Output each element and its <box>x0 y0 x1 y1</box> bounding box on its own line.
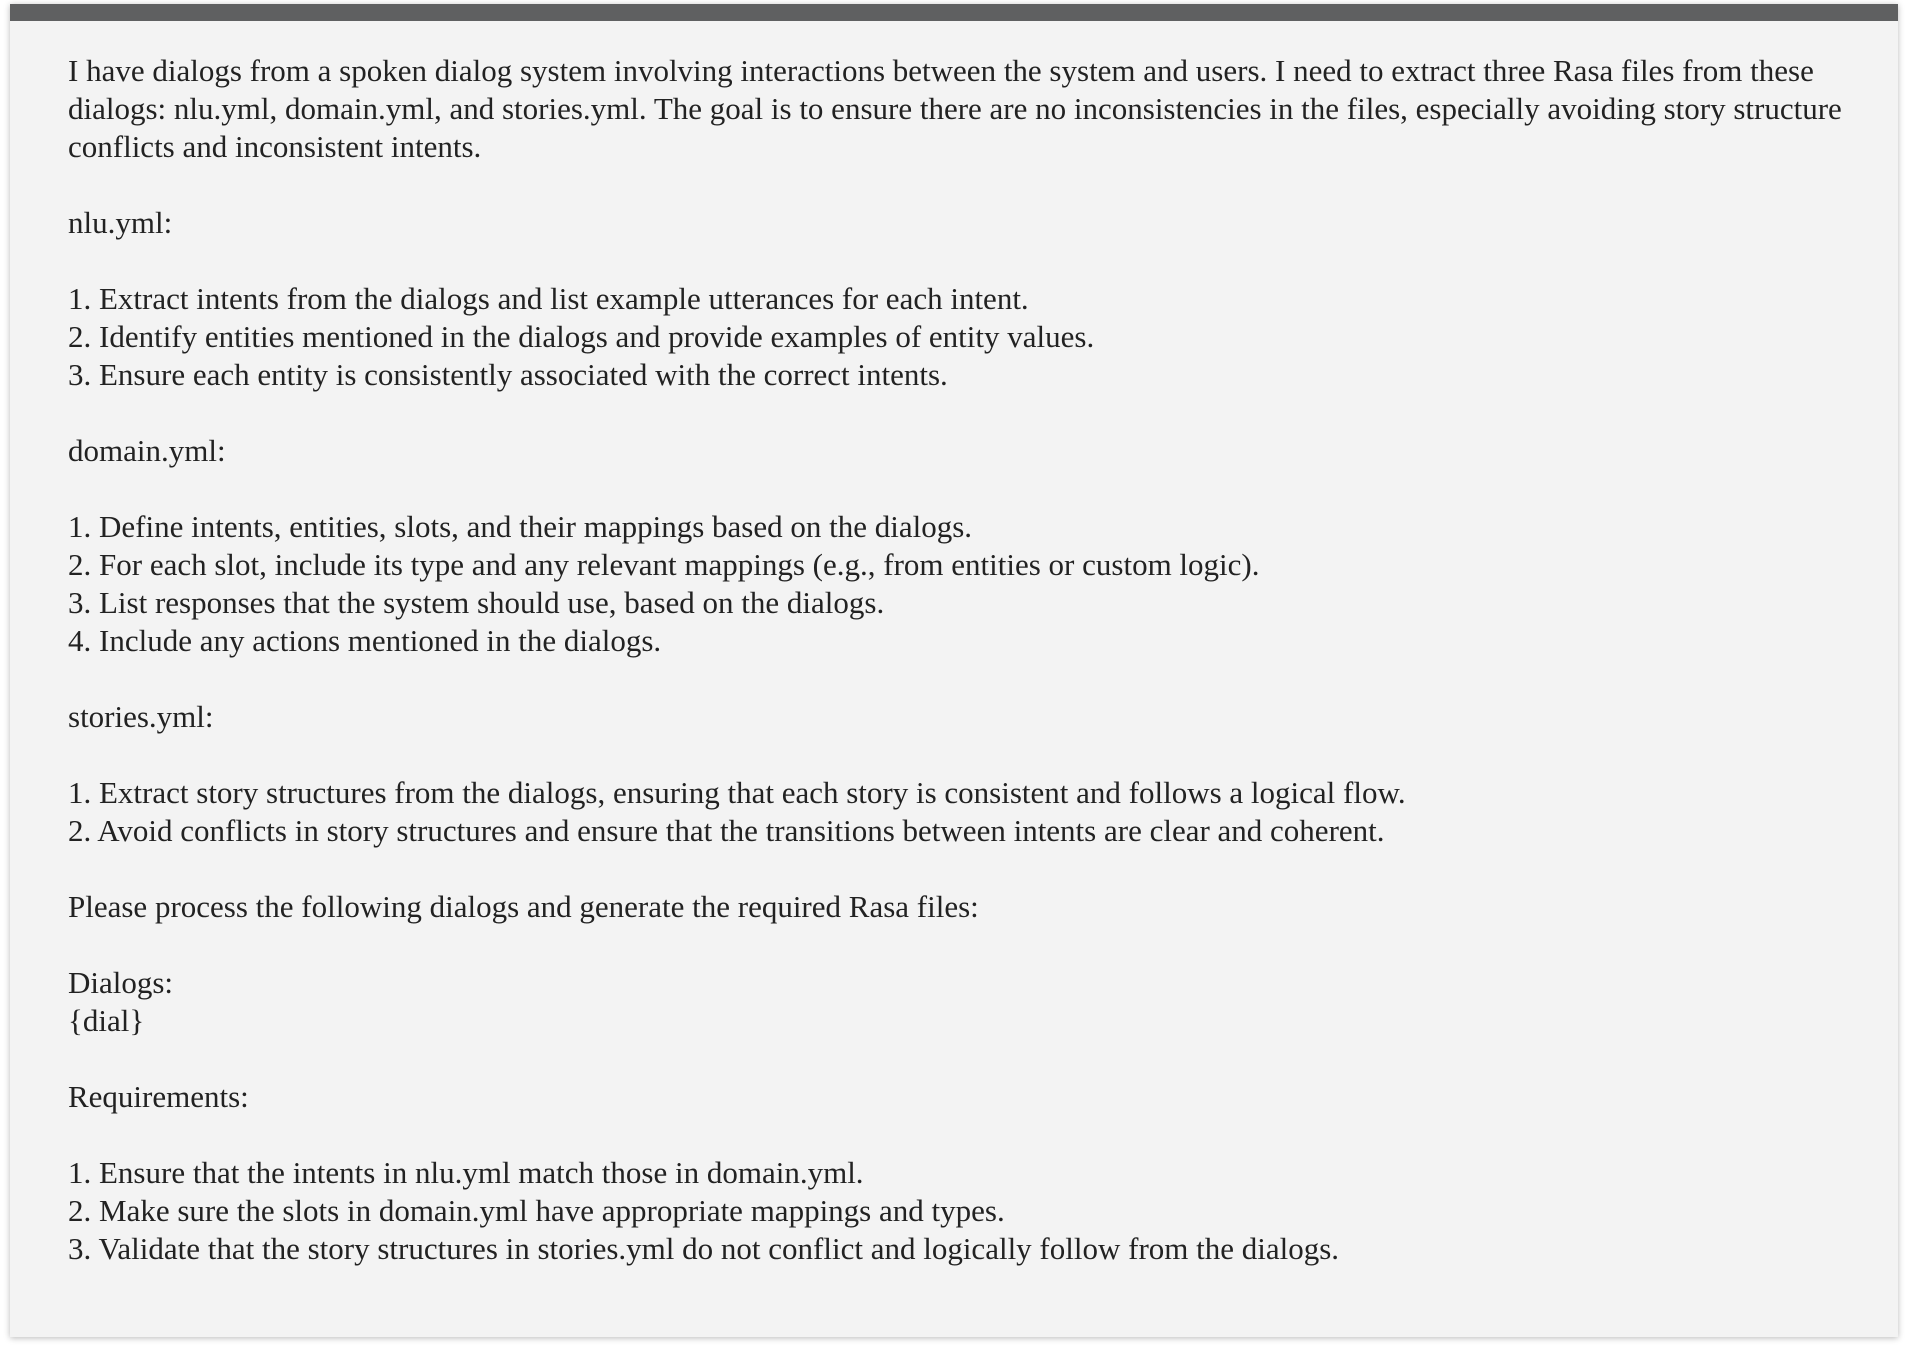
stories-heading: stories.yml: <box>68 699 214 734</box>
requirements-item-3: 3. Validate that the story structures in stories.yml do not conflict and logically follow from the dialogs. <box>68 1231 1340 1266</box>
nlu-item-3: 3. Ensure each entity is consistently associated with the correct intents. <box>68 357 948 392</box>
domain-item-2: 2. For each slot, include its type and any relevant mappings (e.g., from entities or custom logic). <box>68 547 1260 582</box>
process-instruction: Please process the following dialogs and generate the required Rasa files: <box>68 889 979 924</box>
nlu-item-2: 2. Identify entities mentioned in the dialogs and provide examples of entity values. <box>68 319 1095 354</box>
box-header-bar <box>10 4 1898 21</box>
intro-paragraph: I have dialogs from a spoken dialog system involving interactions between the system and users. I need to extract three Rasa files from these dialogs: nlu.yml, domain.yml, and stories.yml. The goal is to ensure there are no inconsistencies in the files, especially avoiding story structure conflicts and inconsistent intents. <box>68 53 1842 164</box>
requirements-heading: Requirements: <box>68 1079 249 1114</box>
prompt-text <box>68 52 1868 1268</box>
dialogs-placeholder: {dial} <box>68 1003 145 1038</box>
prompt-box <box>10 4 1898 1337</box>
domain-item-3: 3. List responses that the system should use, based on the dialogs. <box>68 585 885 620</box>
dialogs-heading: Dialogs: <box>68 965 174 1000</box>
domain-heading: domain.yml: <box>68 433 226 468</box>
stories-item-1: 1. Extract story structures from the dialogs, ensuring that each story is consistent and follows a logical flow. <box>68 775 1406 810</box>
domain-item-4: 4. Include any actions mentioned in the dialogs. <box>68 623 662 658</box>
domain-item-1: 1. Define intents, entities, slots, and their mappings based on the dialogs. <box>68 509 973 544</box>
nlu-heading: nlu.yml: <box>68 205 173 240</box>
requirements-item-1: 1. Ensure that the intents in nlu.yml match those in domain.yml. <box>68 1155 864 1190</box>
requirements-item-2: 2. Make sure the slots in domain.yml have appropriate mappings and types. <box>68 1193 1005 1228</box>
stories-item-2: 2. Avoid conflicts in story structures and ensure that the transitions between intents are clear and coherent. <box>68 813 1385 848</box>
nlu-item-1: 1. Extract intents from the dialogs and list example utterances for each intent. <box>68 281 1029 316</box>
